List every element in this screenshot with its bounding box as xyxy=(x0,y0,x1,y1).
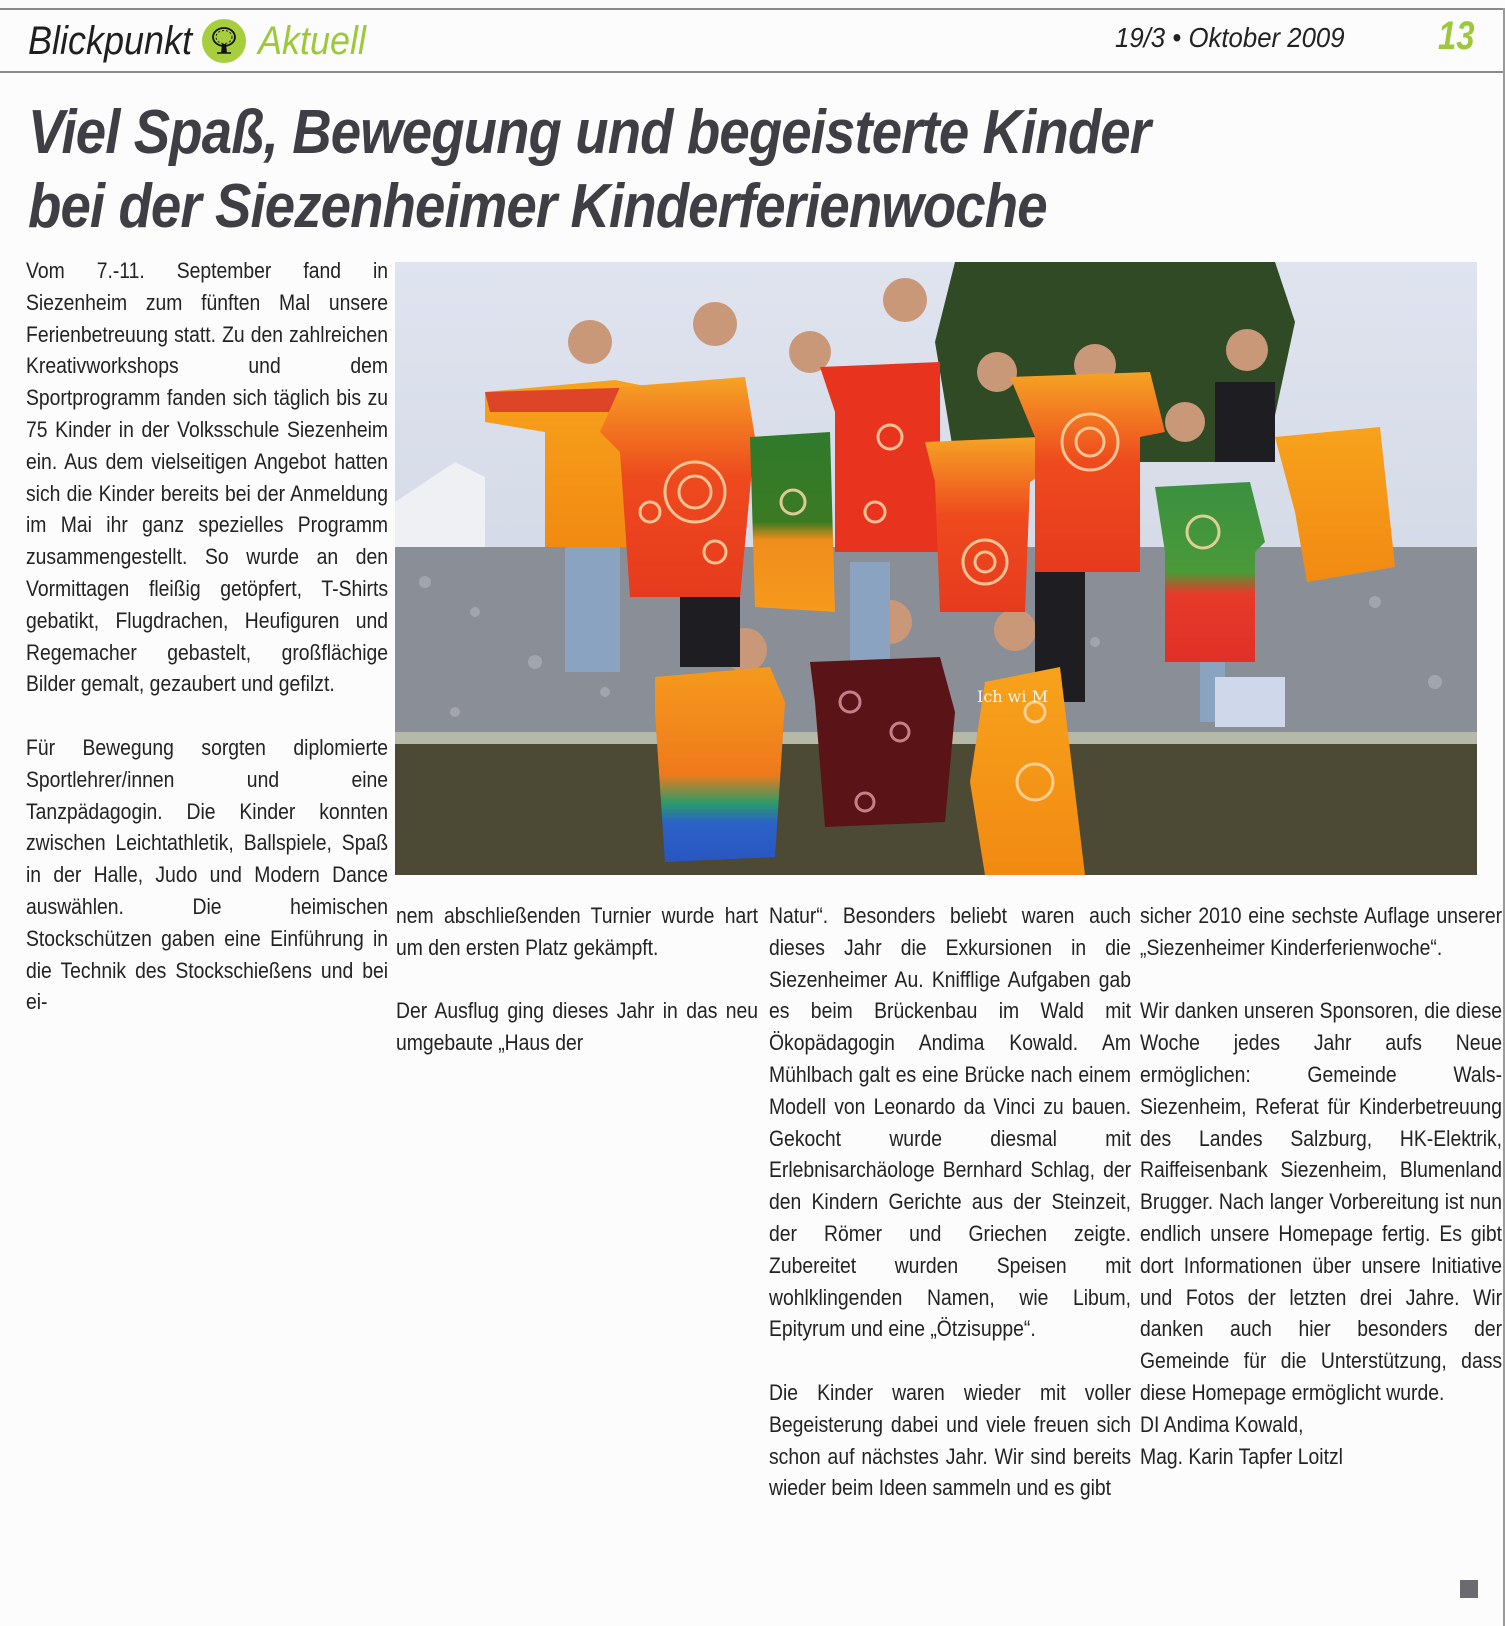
article-column-1 xyxy=(26,255,388,1018)
article-column-3 xyxy=(769,900,1131,1504)
article-column-2 xyxy=(396,900,758,1059)
title-line-2: bei der Siezenheimer Kinderferienwoche xyxy=(28,172,1047,241)
article-title xyxy=(28,96,1468,244)
paragraph: Die Kinder waren wieder mit voller Begeisterung dabei und viele freuen sich schon auf nächstes Jahr. Wir sind bereits wieder beim Ideen sammeln und es gibt xyxy=(769,1379,1132,1501)
masthead xyxy=(28,16,378,66)
signature-line: DI Andima Kowald, xyxy=(1140,1411,1304,1437)
paragraph: Wir danken unseren Sponsoren, die diese Woche jedes Jahr aufs Neue ermöglichen: Gemeinde Wals-Siezenheim, Referat für Kinderbetreuung des Landes Salzburg, HK-Elektrik, Raiffeisenbank Siezenheim, Blumenland Brugger. Nach langer Vorbereitung ist nun endlich unsere Homepage fertig. Es gibt dort Informationen über unsere Initiative und Fotos der letzten drei Jahre. Wir danken auch hier besonders der Gemeinde für die Unterstützung, dass diese Homepage ermöglicht wurde. xyxy=(1140,998,1503,1405)
tree-icon xyxy=(202,19,246,63)
article-column-4 xyxy=(1140,900,1502,1472)
header-rule-bottom xyxy=(0,71,1505,73)
paragraph: Für Bewegung sorgten diplomierte Sportlehrer/innen und eine Tanzpädagogin. Die Kinder konnten zwischen Leichtathletik, Ballspiele, Spaß in der Halle, Judo und Modern Dance auswählen. Die heimischen Stockschützen gaben eine Einführung in die Technik des Stockschießens und bei ei- xyxy=(26,734,389,1015)
page-number: 13 xyxy=(1438,14,1475,58)
article-photo xyxy=(395,262,1477,875)
section-name: Aktuell xyxy=(258,18,367,63)
paragraph: sicher 2010 eine sechste Auflage unserer „Siezenheimer Kinderferienwoche“. xyxy=(1140,903,1503,960)
issue-date: 19/3 • Oktober 2009 xyxy=(1115,22,1345,53)
paragraph: Der Ausflug ging dieses Jahr in das neu umgebaute „Haus der xyxy=(396,998,759,1056)
end-of-article-marker xyxy=(1460,1580,1478,1598)
publication-name: Blickpunkt xyxy=(28,18,193,63)
title-line-1: Viel Spaß, Bewegung und begeisterte Kinder xyxy=(28,98,1151,167)
paragraph: Natur“. Besonders beliebt waren auch dieses Jahr die Exkursionen in die Siezenheimer Au. Knifflige Aufgaben gab es beim Brückenbau im Wald mit Ökopädagogin Andima Kowald. Am Mühlbach galt es eine Brücke nach einem Modell von Leonardo da Vinci zu bauen. Gekocht wurde diesmal mit Erlebnisarchäologe Bernhard Schlag, der den Kindern Gerichte aus der Steinzeit, der Römer und Griechen zeigte. Zubereitet wurden Speisen mit wohlklingenden Namen, wie Libum, Epityrum und eine „Ötzisuppe“. xyxy=(769,903,1132,1342)
paragraph: nem abschließenden Turnier wurde hart um den ersten Platz gekämpft. xyxy=(396,903,759,960)
signature-line: Mag. Karin Tapfer Loitzl xyxy=(1140,1443,1343,1469)
paragraph: Vom 7.-11. September fand in Siezenheim zum fünften Mal unsere Ferienbetreuung statt. Zu den zahlreichen Kreativworkshops und dem Sportprogramm fanden sich täglich bis zu 75 Kinder in der Volksschule Siezenheim ein. Aus dem vielseitigen Angebot hatten sich die Kinder bereits bei der Anmeldung im Mai ihr ganz spezielles Programm zusammengestellt. So wurde an den Vormittagen fleißig getöpfert, T-Shirts gebatikt, Flugdrachen, Heufiguren und Regemacher gebastelt, großflächige Bilder gemalt, gezaubert und gefilzt. xyxy=(26,258,389,697)
shirt-print-text: Ich wi M xyxy=(977,687,1048,706)
header-rule-top xyxy=(0,8,1505,10)
author-signature xyxy=(1140,1409,1502,1473)
